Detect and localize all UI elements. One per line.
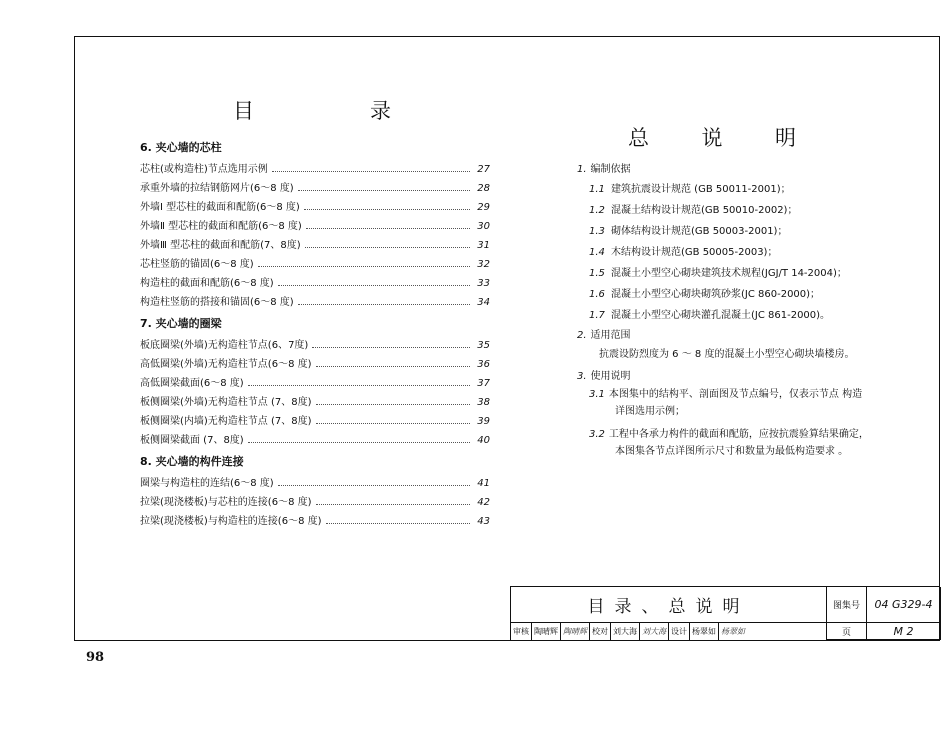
standard-item — [577, 179, 877, 200]
page-label: 页 — [827, 623, 867, 640]
toc-entry-text: 拉梁(现浇楼板)与芯柱的连接(6～8 度) — [140, 497, 312, 508]
standard-item — [577, 305, 877, 326]
table-of-contents — [140, 136, 490, 531]
toc-entry-text: 外墙Ⅰ 型芯柱的截面和配筋(6～8 度) — [140, 202, 300, 213]
toc-entry-text: 承重外墙的拉结钢筋网片(6～8 度) — [140, 183, 294, 194]
notes-title-char-1: 总 — [628, 126, 649, 150]
usage-note-line: 工程中各承力构件的截面和配筋，应按抗震验算结果确定， — [608, 429, 869, 440]
toc-entry[interactable] — [140, 293, 490, 312]
item-number: 1.5 — [589, 268, 605, 279]
toc-title-char-1: 目 — [233, 99, 256, 123]
leader-dots — [278, 485, 470, 486]
toc-entry-text: 高低圈梁(外墙)无构造柱节点(6～8 度) — [140, 359, 312, 370]
toc-entry-text: 拉梁(现浇楼板)与构造柱的连接(6～8 度) — [140, 516, 322, 527]
leader-dots — [316, 366, 470, 367]
toc-entry[interactable] — [140, 474, 490, 493]
atlas-number-label: 图集号 — [827, 587, 867, 623]
section-heading-text: 适用范围 — [590, 330, 631, 341]
toc-entry-page: 31 — [477, 240, 490, 251]
notes-title — [628, 122, 796, 152]
toc-entry[interactable] — [140, 198, 490, 217]
toc-entry-text: 外墙Ⅱ 型芯柱的截面和配筋(6～8 度) — [140, 221, 302, 232]
usage-note-line: 本图集中的结构平、剖面图及节点编号，仅表示节点 构造 — [608, 389, 863, 400]
toc-entry-page: 30 — [477, 221, 490, 232]
leader-dots — [248, 442, 470, 443]
toc-entry-text: 外墙Ⅲ 型芯柱的截面和配筋(7、8度) — [140, 240, 301, 251]
standard-item — [577, 242, 877, 263]
scope-text: 抗震设防烈度为 6 ～ 8 度的混凝土小型空心砌块墙楼房。 — [599, 349, 855, 360]
leader-dots — [258, 266, 470, 267]
leader-dots — [306, 228, 470, 229]
section-heading-text: 使用说明 — [590, 371, 631, 382]
toc-entry[interactable] — [140, 393, 490, 412]
toc-entry-text: 板侧圈梁(外墙)无构造柱节点 (7、8度) — [140, 397, 312, 408]
checker-label: 校对 — [590, 623, 611, 640]
leader-dots — [298, 190, 470, 191]
standard-item — [577, 221, 877, 242]
toc-entry-page: 29 — [477, 202, 490, 213]
item-text: 混凝土小型空心砌块砌筑砂浆(JC 860-2000)； — [611, 289, 821, 300]
toc-entry-text: 构造柱竖筋的搭接和锚固(6～8 度) — [140, 297, 294, 308]
toc-entry-text: 圈梁与构造柱的连结(6～8 度) — [140, 478, 274, 489]
standard-item — [577, 284, 877, 305]
checker-name: 刘大海 — [611, 623, 640, 640]
toc-entry-text: 板底圈梁(外墙)无构造柱节点(6、7度) — [140, 340, 309, 351]
toc-entry[interactable] — [140, 493, 490, 512]
leader-dots — [316, 404, 470, 405]
toc-entry-page: 28 — [477, 183, 490, 194]
atlas-number: 04 G329-4 — [867, 587, 941, 623]
toc-title-char-2: 录 — [370, 99, 393, 123]
toc-entry-text: 板侧圈梁(内墙)无构造柱节点 (7、8度) — [140, 416, 312, 427]
toc-entry[interactable] — [140, 355, 490, 374]
toc-entry-text: 构造柱的截面和配筋(6～8 度) — [140, 278, 274, 289]
item-number: 1.1 — [589, 184, 605, 195]
designer-signature: 杨翠如 — [721, 627, 745, 636]
signature-row — [511, 623, 827, 640]
toc-title — [233, 95, 393, 125]
toc-entry[interactable] — [140, 274, 490, 293]
toc-entry-page: 38 — [477, 397, 490, 408]
general-notes — [577, 160, 877, 460]
notes-section-heading — [577, 367, 877, 386]
checker-signature: 刘大海 — [640, 623, 669, 640]
toc-entry-page: 36 — [477, 359, 490, 370]
item-number: 1.6 — [589, 289, 605, 300]
item-text: 砌体结构设计规范(GB 50003-2001)； — [611, 226, 788, 237]
toc-entry[interactable] — [140, 160, 490, 179]
toc-section-heading: 6. 夹心墙的芯柱 — [140, 141, 222, 154]
toc-entry[interactable] — [140, 236, 490, 255]
leader-dots — [304, 209, 470, 210]
section-number: 2. — [577, 330, 587, 341]
item-text: 混凝土小型空心砌块建筑技术规程(JGJ/T 14-2004)； — [611, 268, 847, 279]
item-number: 3.1 — [589, 389, 605, 400]
toc-entry-page: 27 — [477, 164, 490, 175]
toc-entry[interactable] — [140, 336, 490, 355]
toc-entry-text: 芯柱(或构造柱)节点选用示例 — [140, 164, 268, 175]
toc-entry-page: 33 — [477, 278, 490, 289]
sheet-page-number: M 2 — [867, 623, 941, 640]
toc-entry[interactable] — [140, 217, 490, 236]
toc-entry[interactable] — [140, 431, 490, 450]
item-number: 1.3 — [589, 226, 605, 237]
leader-dots — [316, 423, 470, 424]
usage-note — [577, 386, 877, 420]
leader-dots — [312, 347, 470, 348]
toc-entry-page: 39 — [477, 416, 490, 427]
designer-name: 杨翠如 — [690, 623, 719, 640]
leader-dots — [272, 171, 470, 172]
toc-entry-text: 芯柱竖筋的锚固(6～8 度) — [140, 259, 254, 270]
leader-dots — [298, 304, 470, 305]
leader-dots — [248, 385, 470, 386]
section-number: 3. — [577, 371, 587, 382]
section-heading-text: 编制依据 — [590, 164, 631, 175]
toc-entry-page: 32 — [477, 259, 490, 270]
notes-title-char-3: 明 — [775, 126, 796, 150]
item-number: 1.4 — [589, 247, 605, 258]
toc-entry-text: 板侧圈梁截面 (7、8度) — [140, 435, 244, 446]
toc-entry-text: 高低圈梁截面(6～8 度) — [140, 378, 244, 389]
toc-entry-page: 35 — [477, 340, 490, 351]
usage-note — [577, 426, 877, 460]
leader-dots — [278, 285, 470, 286]
item-text: 建筑抗震设计规范 (GB 50011-2001)； — [611, 184, 791, 195]
leader-dots — [316, 504, 470, 505]
usage-note-line: 本图集各节点详图所示尺寸和数量为最低构造要求 。 — [615, 446, 849, 457]
toc-section-heading: 7. 夹心墙的圈梁 — [140, 317, 222, 330]
designer-label: 设计 — [669, 623, 690, 640]
leader-dots — [305, 247, 470, 248]
toc-entry[interactable] — [140, 179, 490, 198]
toc-entry-page: 34 — [477, 297, 490, 308]
notes-section-heading — [577, 326, 877, 345]
item-number: 3.2 — [589, 429, 605, 440]
toc-entry[interactable] — [140, 412, 490, 431]
reviewer-name: 陶晴辉 — [532, 623, 561, 640]
notes-title-char-2: 说 — [701, 126, 723, 150]
toc-entry[interactable] — [140, 255, 490, 274]
item-text: 木结构设计规范(GB 50005-2003)； — [611, 247, 778, 258]
title-block — [510, 586, 940, 641]
toc-entry-page: 37 — [477, 378, 490, 389]
toc-entry-page: 42 — [477, 497, 490, 508]
title-block-title: 目录、总说明 — [511, 587, 827, 623]
reviewer-label: 审核 — [511, 623, 532, 640]
page-number: 98 — [86, 650, 105, 665]
toc-section-heading: 8. 夹心墙的构件连接 — [140, 455, 244, 468]
item-number: 1.7 — [589, 310, 605, 321]
section-number: 1. — [577, 164, 587, 175]
usage-note-line: 详图选用示例； — [615, 406, 685, 417]
item-number: 1.2 — [589, 205, 605, 216]
toc-entry[interactable] — [140, 374, 490, 393]
standard-item — [577, 200, 877, 221]
standard-item — [577, 263, 877, 284]
toc-entry-page: 40 — [477, 435, 490, 446]
toc-entry-page: 41 — [477, 478, 490, 489]
leader-dots — [326, 523, 470, 524]
reviewer-signature: 陶晴辉 — [561, 623, 590, 640]
notes-section-heading — [577, 160, 877, 179]
item-text: 混凝土小型空心砌块灌孔混凝土(JC 861-2000)。 — [611, 310, 831, 321]
toc-entry[interactable] — [140, 512, 490, 531]
item-text: 混凝土结构设计规范(GB 50010-2002)； — [611, 205, 798, 216]
toc-entry-page: 43 — [477, 516, 490, 527]
